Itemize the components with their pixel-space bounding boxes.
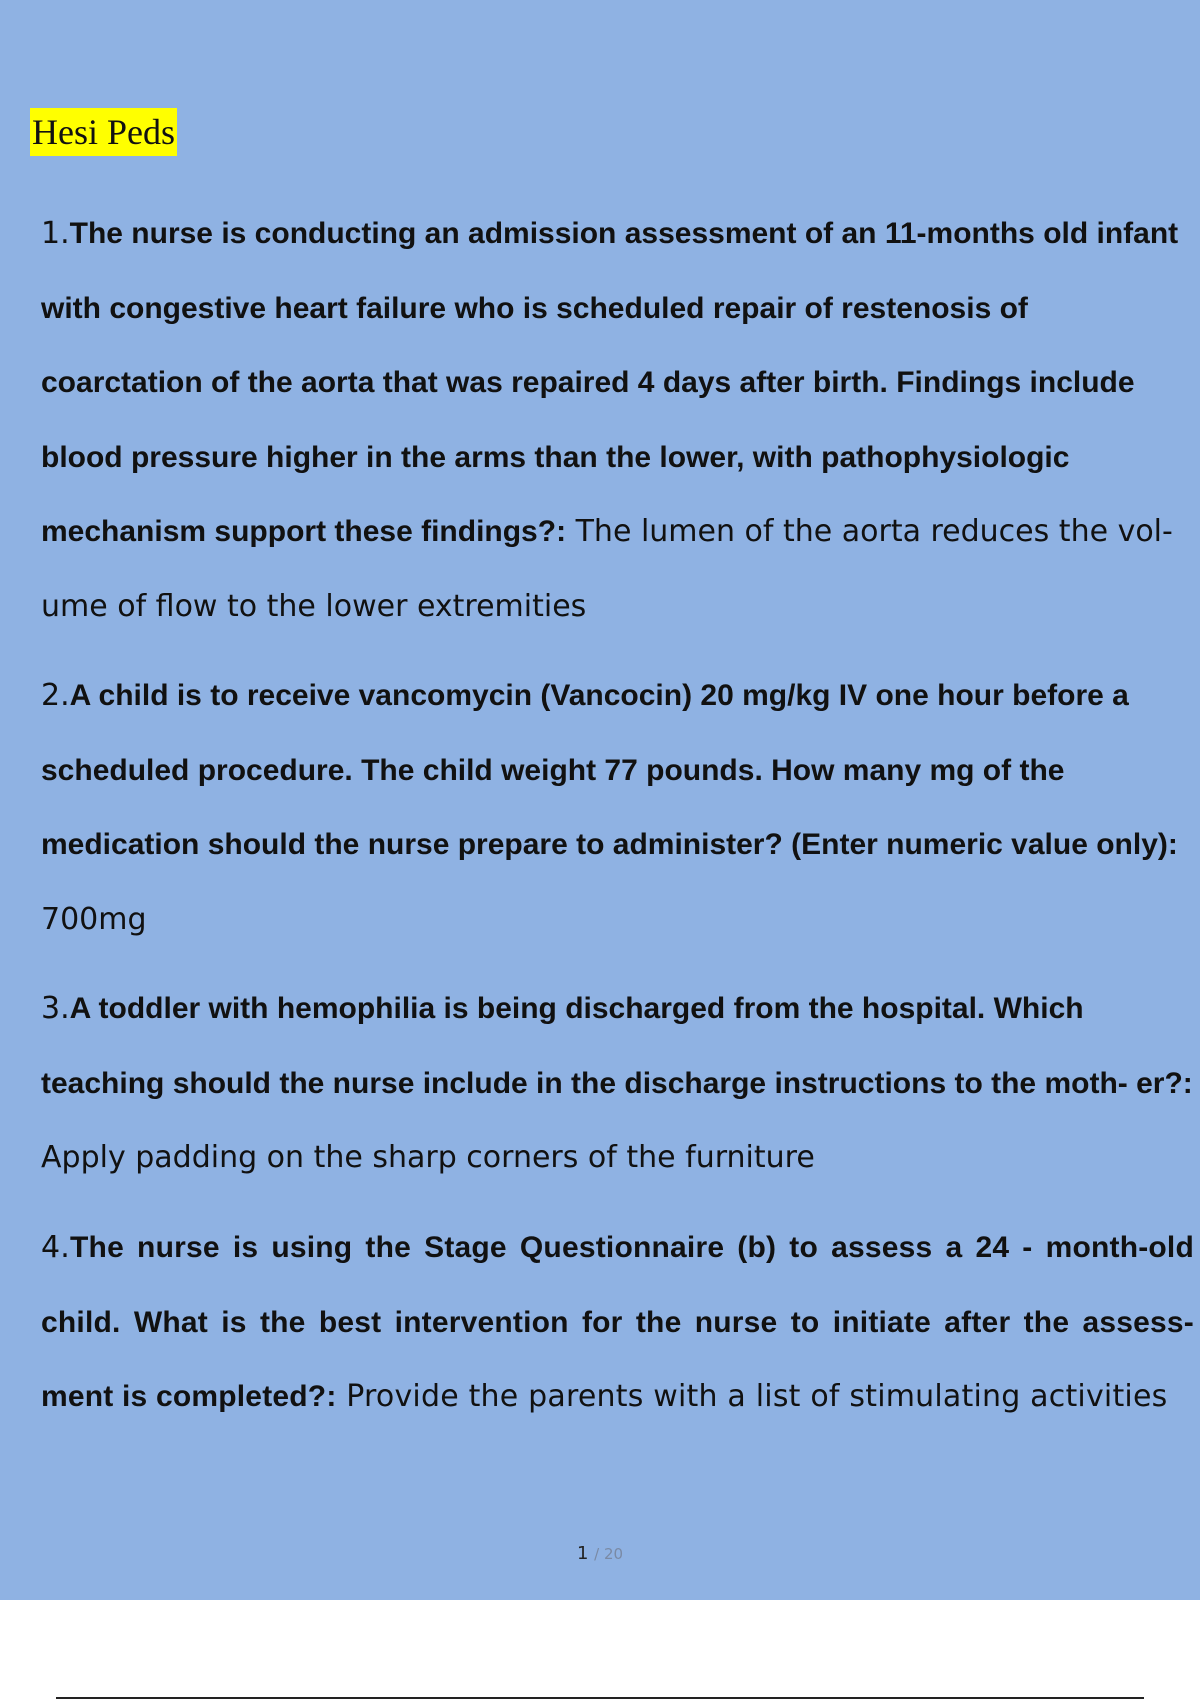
question-item-2	[41, 659, 1194, 957]
page-indicator	[0, 1543, 1200, 1564]
question-text: The nurse is using the Stage Questionnaire (b) to assess a 24 - month-old child. What is the best intervention for the nurse to initiate after the assess- ment is completed?:	[41, 1231, 1194, 1413]
question-text: A child is to receive vancomycin (Vancocin) 20 mg/kg IV one hour before a scheduled procedure. The child weight 77 pounds. How many mg of the medication should the nurse prepare to administer? (Enter numeric value only):	[41, 679, 1178, 861]
answer-text: The lumen of the aorta reduces the vol- ume of flow to the lower extremities	[41, 514, 1173, 624]
document-title: Hesi Peds	[30, 108, 177, 156]
total-pages: / 20	[594, 1545, 624, 1563]
current-page-number: 1	[576, 1543, 589, 1564]
question-number: 1.	[41, 216, 70, 251]
question-number: 2.	[41, 678, 70, 713]
question-text: The nurse is conducting an admission assessment of an 11-months old infant with congestive heart failure who is scheduled repair of restenosis of coarctation of the aorta that was repaired 4 days after birth. Findings include blood pressure higher in the arms than the lower, with pathophysiologic mechanism support these findings?:	[41, 217, 1179, 548]
answer-text: Provide the parents with a list of stimulating activities	[346, 1379, 1168, 1414]
question-item-1	[41, 197, 1194, 644]
question-text: A toddler with hemophilia is being discharged from the hospital. Which teaching should the nurse include in the discharge instructions to the moth- er?:	[41, 992, 1193, 1100]
question-number: 4.	[41, 1230, 71, 1265]
footer-divider	[56, 1697, 1144, 1699]
question-item-4	[41, 1211, 1194, 1435]
question-number: 3.	[41, 991, 70, 1026]
question-item-3	[41, 972, 1194, 1196]
answer-text: Apply padding on the sharp corners of the furniture	[41, 1140, 815, 1175]
answer-text: 700mg	[41, 901, 147, 937]
